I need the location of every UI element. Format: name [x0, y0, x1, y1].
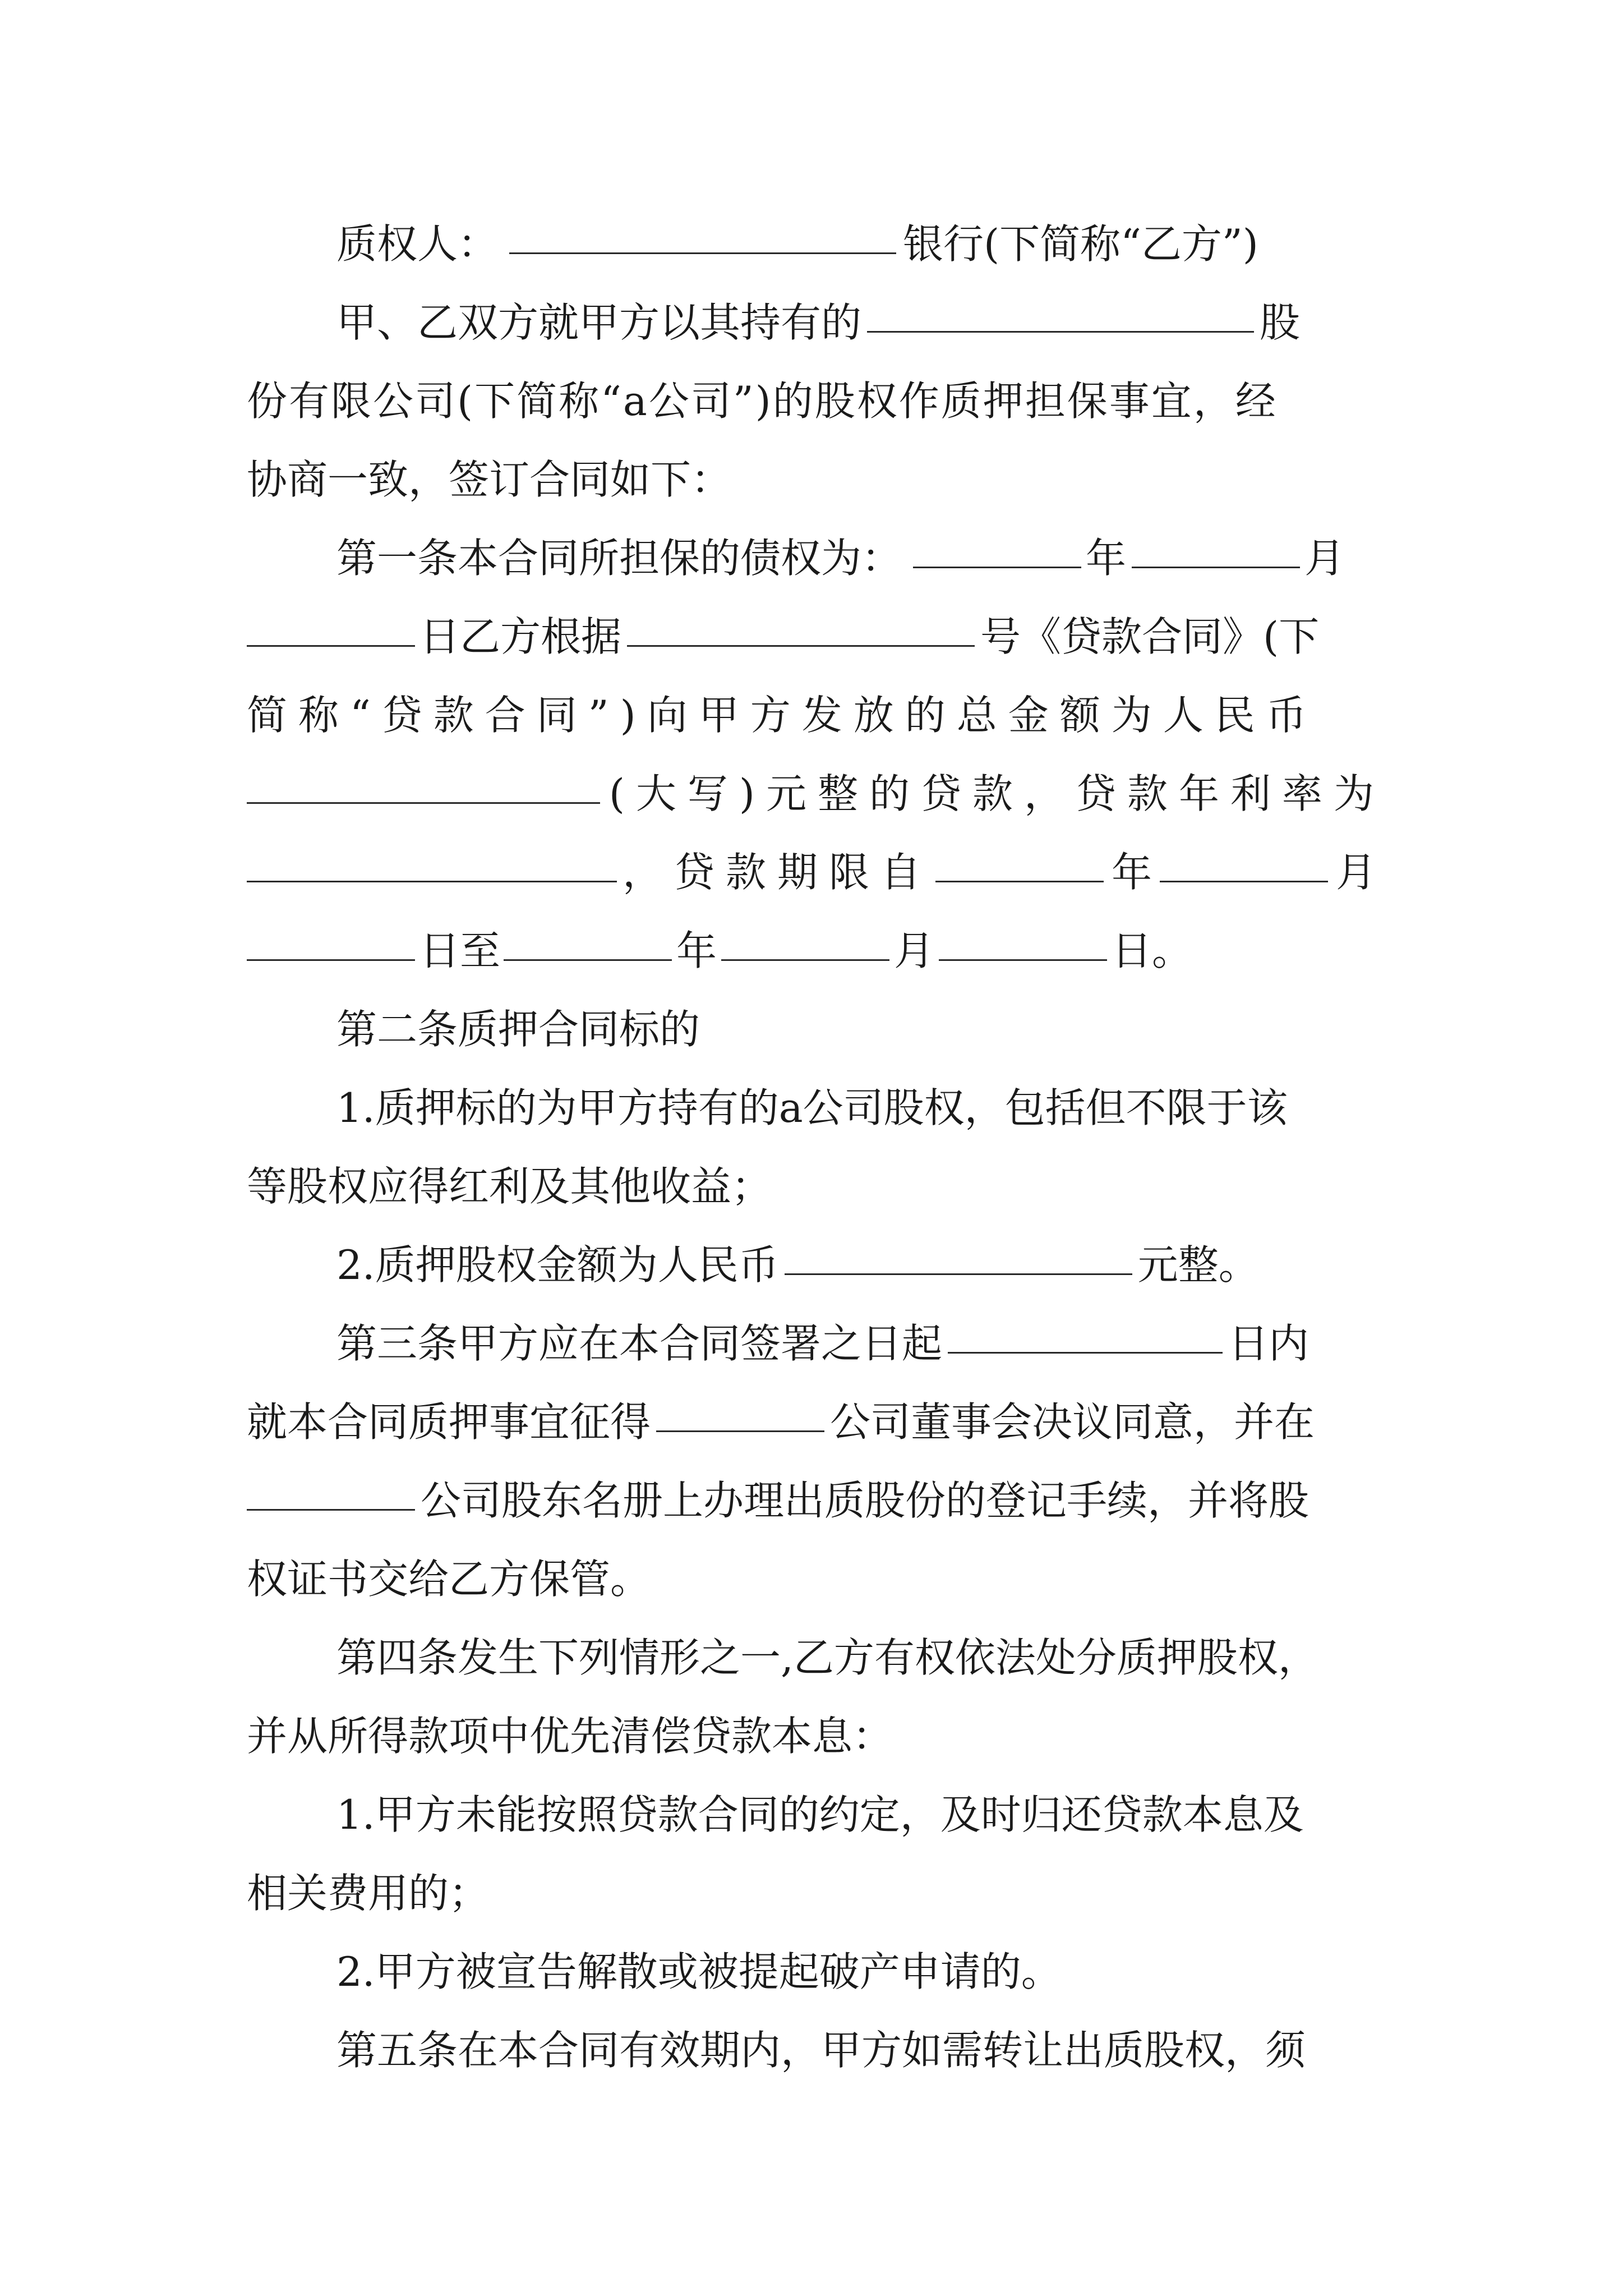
pledge-amount-blank[interactable]: [785, 1240, 1132, 1275]
term-end-month-blank[interactable]: [721, 926, 889, 961]
term-start-year-label: 年: [1112, 849, 1152, 896]
article-4-line-2: [247, 1705, 1385, 1767]
article-1-line-3: [247, 684, 1385, 746]
article-3-line-1: [336, 1313, 1385, 1374]
article-3-text-2: 日内: [1228, 1320, 1310, 1367]
article-3-line-2: [247, 1391, 1385, 1453]
article-2-title: 第二条质押合同标的: [336, 1006, 700, 1053]
board-company-blank[interactable]: [656, 1397, 824, 1432]
article-2-item-1-line-1: [336, 1077, 1385, 1139]
article-1-line-1: [336, 527, 1385, 589]
claim-day-blank[interactable]: [247, 611, 415, 647]
claim-year-label: 年: [1086, 535, 1127, 582]
claim-year-blank[interactable]: [913, 533, 1081, 568]
article-1-line-6: [247, 920, 1385, 982]
article-2-heading: [336, 999, 1385, 1060]
pledgee-bank-suffix: 银行(下简称“乙方”): [903, 220, 1258, 268]
pledge-amount-suffix: 元整。: [1137, 1241, 1259, 1289]
days-blank[interactable]: [948, 1318, 1223, 1354]
article-3-line-3: [247, 1470, 1385, 1531]
term-start-month-label: 月: [1336, 849, 1377, 896]
article-3-text-1: 第三条甲方应在本合同签署之日起: [336, 1320, 943, 1367]
article-4-text-1: 第四条发生下列情形之一,乙方有权依法处分质押股权，: [336, 1634, 1318, 1681]
article-3-text-4: 公司董事会决议同意，并在: [830, 1398, 1315, 1446]
article-5-text-1: 第五条在本合同有效期内，甲方如需转让出质股权，须: [336, 2027, 1306, 2074]
claim-month-blank[interactable]: [1132, 533, 1300, 568]
article-3-text-5: 公司股东名册上办理出质股份的登记手续，并将股: [421, 1477, 1310, 1524]
term-start-year-blank[interactable]: [935, 847, 1104, 882]
article-4-item-1-line-1: [336, 1784, 1385, 1846]
article-1-line-4: [247, 763, 1385, 825]
term-to-label: 日至: [419, 927, 501, 974]
loan-contract-prefix: 日乙方根据: [419, 613, 622, 660]
article-2-item-1-text-2: 等股权应得红利及其他收益；: [247, 1163, 772, 1210]
term-end-day-blank[interactable]: [939, 926, 1107, 961]
article-3-text-3: 就本合同质押事宜征得: [247, 1398, 651, 1446]
claim-month-label: 月: [1304, 535, 1345, 582]
loan-amount-blank[interactable]: [247, 769, 600, 804]
loan-term-prefix: ，贷款期限自: [623, 849, 933, 896]
term-end-year-label: 年: [676, 927, 717, 974]
pledgee-bank-blank[interactable]: [509, 219, 896, 254]
article-4-text-2: 并从所得款项中优先清偿贷款本息：: [247, 1713, 893, 1760]
article-4-item-2: [336, 1941, 1385, 2003]
pledge-amount-prefix: 2.质押股权金额为人民币: [336, 1241, 779, 1289]
article-3-line-4: [247, 1548, 1385, 1610]
article-4-line-1: [336, 1627, 1385, 1688]
article-1-line-2: [247, 606, 1385, 668]
pledgee-line: [336, 213, 1385, 275]
article-4-item-1-line-2: [247, 1862, 1385, 1924]
article-5-line-1: [336, 2019, 1385, 2081]
preamble-line-3: [247, 449, 1385, 510]
term-end-year-blank[interactable]: [504, 926, 672, 961]
loan-contract-suffix: 号《贷款合同》(下: [980, 613, 1320, 660]
pledgee-label: 质权人：: [336, 220, 499, 268]
preamble-line-2: [247, 370, 1385, 432]
preamble-text-2: 股: [1260, 299, 1301, 346]
term-start-month-blank[interactable]: [1160, 847, 1328, 882]
article-4-item-1-text-1: 1.甲方未能按照贷款合同的约定，及时归还贷款本息及: [336, 1791, 1304, 1838]
article-3-text-6: 权证书交给乙方保管。: [247, 1556, 651, 1603]
article-1-line-5: [247, 841, 1385, 903]
article-2-item-1-text-1: 1.质押标的为甲方持有的a公司股权，包括但不限于该: [336, 1084, 1288, 1131]
loan-rate-text: (大写)元整的贷款，贷款年利率为: [608, 770, 1385, 817]
loan-contract-number-blank[interactable]: [627, 611, 975, 647]
preamble-line-1: [336, 292, 1385, 353]
term-end-month-label: 月: [894, 927, 935, 974]
article-2-item-1-line-2: [247, 1156, 1385, 1217]
article-1-heading: 第一条本合同所担保的债权为：: [336, 535, 902, 582]
registry-company-blank[interactable]: [247, 1475, 415, 1511]
company-name-blank[interactable]: [867, 297, 1254, 333]
preamble-text-4: 协商一致，签订合同如下：: [247, 456, 732, 503]
article-2-item-2: [336, 1234, 1385, 1296]
article-4-item-2-text: 2.甲方被宣告解散或被提起破产申请的。: [336, 1948, 1062, 1995]
article-4-item-1-text-2: 相关费用的；: [247, 1870, 490, 1917]
term-end-day-label: 日。: [1112, 927, 1193, 974]
preamble-text-3: 份有限公司(下简称“a公司”)的股权作质押担保事宜，经: [247, 378, 1278, 425]
term-start-day-blank[interactable]: [247, 926, 415, 961]
preamble-text-1: 甲、乙双方就甲方以其持有的: [336, 299, 862, 346]
loan-amount-text: 简称“贷款合同”)向甲方发放的总金额为人民币: [247, 692, 1318, 739]
loan-rate-blank[interactable]: [247, 847, 617, 882]
